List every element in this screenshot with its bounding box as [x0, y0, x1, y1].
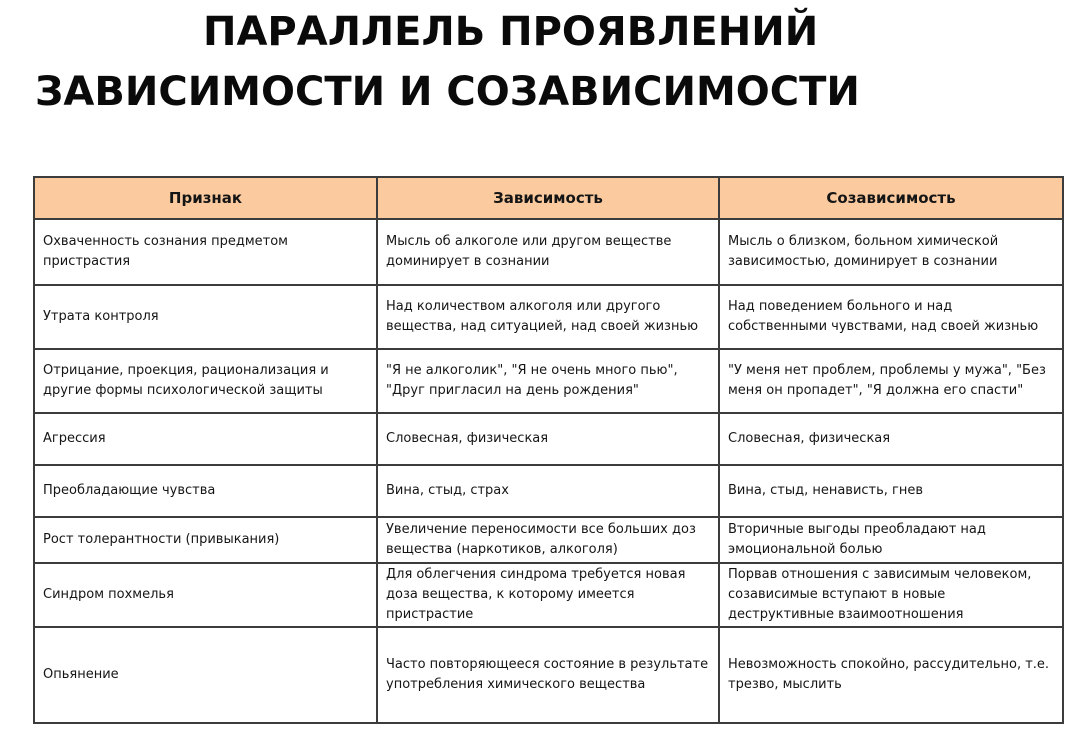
cell-dependence: Словесная, физическая — [377, 413, 719, 465]
cell-dependence: Вина, стыд, страх — [377, 465, 719, 517]
table-row — [34, 413, 1063, 465]
cell-codependence: Над поведением больного и над собственными чувствами, над своей жизнью — [719, 285, 1063, 349]
table-row — [34, 563, 1063, 627]
cell-sign: Утрата контроля — [34, 285, 377, 349]
column-header-sign: Признак — [34, 177, 377, 219]
cell-codependence: Порвав отношения с зависимым человеком, созависимые вступают в новые деструктивные взаимоотношения — [719, 563, 1063, 627]
table-row — [34, 349, 1063, 413]
cell-dependence: Для облегчения синдрома требуется новая доза вещества, к которому имеется пристрастие — [377, 563, 719, 627]
cell-sign: Рост толерантности (привыкания) — [34, 517, 377, 563]
cell-dependence: Мысль об алкоголе или другом веществе доминирует в сознании — [377, 219, 719, 285]
table-row — [34, 285, 1063, 349]
table-row — [34, 465, 1063, 517]
cell-codependence: Словесная, физическая — [719, 413, 1063, 465]
table-row — [34, 627, 1063, 723]
page-title — [30, 2, 1070, 122]
cell-codependence: Вторичные выгоды преобладают над эмоциональной болью — [719, 517, 1063, 563]
cell-sign: Синдром похмелья — [34, 563, 377, 627]
table-row — [34, 219, 1063, 285]
cell-dependence: "Я не алкоголик", "Я не очень много пью", "Друг пригласил на день рождения" — [377, 349, 719, 413]
cell-sign: Преобладающие чувства — [34, 465, 377, 517]
cell-dependence: Увеличение переносимости все больших доз вещества (наркотиков, алкоголя) — [377, 517, 719, 563]
table-row — [34, 517, 1063, 563]
cell-codependence: Вина, стыд, ненависть, гнев — [719, 465, 1063, 517]
comparison-table — [33, 176, 1064, 724]
cell-sign: Отрицание, проекция, рационализация и другие формы психологической защиты — [34, 349, 377, 413]
cell-sign: Агрессия — [34, 413, 377, 465]
cell-codependence: "У меня нет проблем, проблемы у мужа", "Без меня он пропадет", "Я должна его спасти" — [719, 349, 1063, 413]
cell-sign: Охваченность сознания предметом пристрастия — [34, 219, 377, 285]
title-line-2: ЗАВИСИМОСТИ И СОЗАВИСИМОСТИ — [35, 69, 860, 115]
column-header-dependence: Зависимость — [377, 177, 719, 219]
cell-dependence: Часто повторяющееся состояние в результате употребления химического вещества — [377, 627, 719, 723]
cell-sign: Опьянение — [34, 627, 377, 723]
table-header-row — [34, 177, 1063, 219]
cell-codependence: Невозможность спокойно, рассудительно, т.е. трезво, мыслить — [719, 627, 1063, 723]
column-header-codependence: Созависимость — [719, 177, 1063, 219]
cell-codependence: Мысль о близком, больном химической зависимостью, доминирует в сознании — [719, 219, 1063, 285]
cell-dependence: Над количеством алкоголя или другого вещества, над ситуацией, над своей жизнью — [377, 285, 719, 349]
title-line-1: ПАРАЛЛЕЛЬ ПРОЯВЛЕНИЙ — [203, 9, 819, 55]
